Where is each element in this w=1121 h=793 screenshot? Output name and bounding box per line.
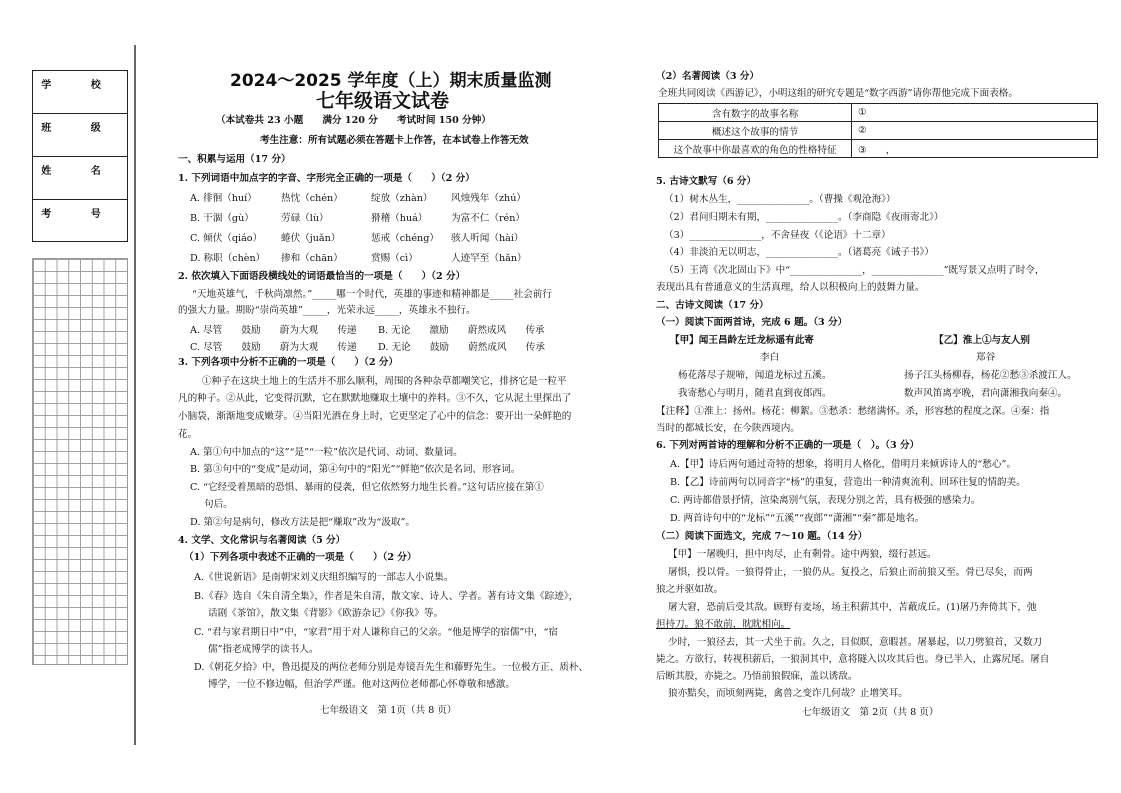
question-5: 5. 古诗文默写（6 分） (656, 176, 757, 187)
question-6: 6. 下列对两首诗的理解和分析不正确的一项是（ ）。（3 分） (656, 440, 920, 451)
table-label: 含有数字的故事名称 (659, 104, 852, 122)
q4-option-b-line-2: 话剧《茶馆》，散文集《背影》《欧游杂记》《你我》等。 (208, 608, 444, 619)
q3-option-a: A. 第①句中加点的“这”“是”“一粒”依次是代词、动词、数量词。 (190, 447, 463, 458)
q5-item-5-line-1: （5）王湾《次北固山下》中“_______________，_______________”既写景又点明了时令， (664, 265, 1045, 276)
section-2-heading: 二、古诗文阅读（17 分） (656, 300, 769, 311)
poem-notes-line-1: 【注释】①淮上：扬州。杨花：柳絮。③愁杀：愁绪满怀。杀，形容愁的程度之深。④秦：指 (656, 406, 1050, 417)
page-2-footer: 七年级语文 第 2页（共 8 页） (802, 707, 939, 718)
page-2 (656, 0, 1100, 793)
question-4-2: （2）名著阅读（3 分） (656, 71, 760, 82)
name-field[interactable]: 姓 名 (33, 157, 127, 200)
q1-option-c-2: 蜷伏（juǎn） (281, 233, 341, 244)
table-row (659, 104, 1098, 122)
q1-option-c-3: 惩戒（chéng） (371, 233, 439, 244)
section-1-heading: 一、积累与运用（17 分） (178, 154, 291, 165)
q6-option-b: B.【乙】诗前两句以同音字“杨”的重复，营造出一种清爽流利、回环往复的情韵美。 (670, 477, 1026, 488)
question-1: 1. 下列词语中加点字的字音、字形完全正确的一项是（ ）（2 分） (178, 173, 475, 184)
q3-option-c-line-2: 句后。 (204, 499, 233, 510)
q2-passage-line-1: “天地英雄气，千秋尚凛然。”_____哪一个时代，英雄的事迹和精神都是_____社会前行 (192, 289, 552, 300)
q6-option-d: D. 两首诗句中的“龙标”“五溪”“夜郎”“潇湘”“秦”都是地名。 (670, 513, 925, 524)
q4-option-a: A.《世说新语》是南朝宋刘义庆组织编写的一部志人小说集。 (194, 572, 454, 583)
school-field[interactable]: 学 校 (33, 71, 127, 114)
passage-para-5: 狼亦黠矣，而顷刻两毙，禽兽之变诈几何哉？止增笑耳。 (668, 688, 908, 699)
sub-section-1: （一）阅读下面两首诗，完成 6 题。（3 分） (656, 317, 848, 328)
passage-para-2-line-2: 狼之并驱如故。 (656, 584, 724, 595)
q5-item-4: （4）非淡泊无以明志，_______________。（诸葛亮《诫子书》） (664, 247, 934, 258)
q2-option-b: B. 无论 激励 蔚然成风 传承 (378, 325, 545, 336)
q5-item-1: （1）树木丛生，_______________。（曹操《观沧海》） (664, 194, 896, 205)
exam-number-grid[interactable] (32, 258, 128, 665)
exam-title: 2024～2025 学年度（上）期末质量监测 (230, 71, 552, 91)
passage-para-4-line-1: 少时，一狼径去，其一犬坐于前。久之，目似瞑，意暇甚。屠暴起，以刀劈狼首，又数刀 (668, 637, 1043, 648)
student-info-box (32, 70, 128, 242)
table-answer-cell[interactable]: ① (852, 104, 1098, 122)
q3-option-b: B. 第③句中的“变成”是动词，第④句中的“阳光”“鲜艳”依次是名词、形容词。 (190, 464, 521, 475)
poem-2-line-1: 扬子江头杨柳春，杨花②愁③杀渡江人。 (904, 370, 1077, 381)
q1-option-a-3: 绽放（zhàn） (371, 193, 433, 204)
q3-passage-line-3: 小脑袋，渐渐地变成嫩芽。④当阳光洒在身上时，它更坚定了心中的信念：要开出一朵鲜艳的 (178, 411, 572, 422)
q2-option-d: D. 无论 鼓励 蔚然成风 传承 (378, 342, 545, 353)
poem-1-line-2: 我寄愁心与明月，随君直到夜郎西。 (678, 388, 832, 399)
poem-2-line-2: 数声风笛离亭晚，君向潇湘我向秦④。 (904, 388, 1068, 399)
q4-option-b-line-1: B.《春》选自《朱自清全集》，作者是朱自清，散文家、诗人、学者。著有诗文集《踪迹》， (194, 591, 579, 602)
q1-option-b-4: 为富不仁（rén） (451, 213, 526, 224)
passage-para-3-line-2: 担持刀。狼不敢前，眈眈相向。 (656, 619, 791, 630)
poem-1-line-1: 杨花落尽子规啼，闻道龙标过五溪。 (678, 370, 832, 381)
exam-meta: （本试卷共 23 小题 满分 120 分 考试时间 150 分钟） (216, 115, 491, 126)
poem-2-author: 郑谷 (976, 352, 996, 363)
poem-2-title: 【乙】淮上①与友人别 (934, 335, 1030, 346)
table-row (659, 122, 1098, 140)
q1-option-d-4: 人迹罕至（hǎn） (451, 253, 527, 264)
q1-option-b-3: 猾稽（huá） (371, 213, 428, 224)
q6-option-c: C. 两诗都借景抒情，渲染离别气氛，表现分别之苦，具有极强的感染力。 (670, 495, 981, 506)
poem-1-author: 李白 (760, 352, 780, 363)
q3-option-c-line-1: C. “它经受着黑暗的恐惧、暴雨的侵袭，但它依然努力地生长着。”这句话应接在第① (190, 482, 544, 493)
page-1-footer: 七年级语文 第 1页（共 8 页） (320, 705, 457, 716)
q5-item-2: （2）君问归期未有期，_______________。（李商隐《夜雨寄北》） (664, 212, 944, 223)
q1-option-b-1: B. 干涸（gù） (190, 213, 254, 224)
table-label: 这个故事中你最喜欢的角色的性格特征 (659, 140, 852, 158)
table-row (659, 140, 1098, 158)
passage-para-4-line-3: 后断其股，亦毙之。乃悟前狼假寐，盖以诱敌。 (656, 671, 858, 682)
table-answer-cell[interactable]: ③ ， (852, 140, 1098, 158)
q1-option-a-2: 热忱（chén） (281, 193, 343, 204)
q1-option-a-4: 风烛残年（zhú） (451, 193, 526, 204)
passage-para-2-line-1: 屠惧，投以骨。一狼得骨止，一狼仍从。复投之，后狼止而前狼又至。骨已尽矣，而两 (668, 567, 1033, 578)
q1-option-d-3: 赏赐（cì） (371, 253, 418, 264)
q4-option-d-line-1: D.《朝花夕拾》中，鲁迅提及的两位老师分别是寿镜吾先生和藤野先生。一位极方正、质朴、 (194, 662, 589, 673)
q2-option-a: A. 尽管 鼓励 蔚为大观 传递 (190, 325, 357, 336)
table-answer-cell[interactable]: ② (852, 122, 1098, 140)
question-4-1: （1）下列各项中表述不正确的一项是（ ）（2 分） (184, 552, 417, 563)
exam-number-field[interactable]: 考 号 (41, 209, 119, 220)
journey-west-table (658, 103, 1098, 158)
q6-option-a: A.【甲】诗后两句通过奇特的想象，将明月人格化，借明月来倾诉诗人的“愁心”。 (670, 459, 1016, 470)
question-3: 3. 下列各项中分析不正确的一项是（ ）（2 分） (178, 357, 399, 368)
class-field[interactable]: 班 级 (33, 114, 127, 157)
q4-option-c-line-1: C. “君与家君期日中”中，“家君”用于对人谦称自己的父亲。“他是博学的宿儒”中，“宿 (194, 627, 559, 638)
q1-option-c-4: 骇人听闻（hài） (451, 233, 524, 244)
sub-section-2: （二）阅读下面选文，完成 7～10 题。（14 分） (656, 531, 868, 542)
poem-notes-line-2: 当时的都城长安，在今陕西境内。 (656, 423, 800, 434)
question-4: 4. 文学、文化常识与名著阅读（5 分） (178, 535, 346, 546)
exam-subtitle: 七年级语文试卷 (316, 90, 450, 112)
seal-line (134, 45, 136, 745)
passage-para-1: 【甲】一屠晚归，担中肉尽，止有剩骨。途中两狼，缀行甚远。 (668, 549, 937, 560)
q3-passage-line-2: 凡的种子。②从此，它变得沉默，它在默默地赚取土壤中的养料。③不久，它从泥土里探出了 (178, 393, 572, 404)
q5-item-5-line-2: 表现出具有普通意义的生活真理，给人以积极向上的鼓舞力量。 (656, 282, 925, 293)
q1-option-a-1: A. 徘徊（huí） (190, 193, 257, 204)
q1-option-b-2: 劳碌（lù） (281, 213, 329, 224)
passage-para-3-line-1: 屠大窘，恐前后受其敌。顾野有麦场，场主积薪其中，苫蔽成丘。(1)屠乃奔倚其下，弛 (668, 602, 1037, 613)
q2-passage-line-2: 的强大力量。期盼“崇尚英雄”_____，光荣永远_____，英雄永不独行。 (178, 305, 476, 316)
q4-option-d-line-2: 博学，一位不修边幅，但治学严谨。他对这两位老师都心怀尊敬和感激。 (208, 679, 515, 690)
poem-1-title: 【甲】闻王昌龄左迁龙标遥有此寄 (670, 335, 814, 346)
q1-option-c-1: C. 倾伏（qiáo） (190, 233, 263, 244)
q5-item-3: （3）_______________，不舍昼夜（《论语》十二章） (664, 230, 891, 241)
question-2: 2. 依次填入下面语段横线处的词语最恰当的一项是（ ）（2 分） (178, 271, 466, 282)
q3-option-d: D. 第②句是病句，修改方法是把“赚取”改为“汲取”。 (190, 517, 415, 528)
passage-para-4-line-2: 毙之。方欲行，转视积薪后，一狼洞其中，意将隧入以攻其后也。身已半入，止露尻尾。屠自 (656, 654, 1050, 665)
q1-option-d-2: 掺和（chān） (281, 253, 343, 264)
q1-option-d-1: D. 称职（chèn） (190, 253, 266, 264)
binding-margin (0, 0, 140, 793)
q2-option-c: C. 尽管 鼓励 蔚为大观 传递 (190, 342, 357, 353)
q4-2-prompt: 全班共同阅读《西游记》，小明这组的研究专题是“数字西游”请你帮他完成下面表格。 (658, 88, 1018, 99)
exam-notice: 考生注意：所有试题必须在答题卡上作答，在本试卷上作答无效 (260, 135, 529, 146)
page-1 (178, 0, 618, 793)
q3-passage-line-4: 花。 (178, 429, 198, 440)
table-label: 概述这个故事的情节 (659, 122, 852, 140)
q4-option-c-line-2: 儒”指老成博学的读书人。 (208, 644, 319, 655)
q3-passage-line-1: ①种子在这块土地上的生活并不那么顺利，周围的各种杂草都嘲笑它，排挤它是一粒平 (202, 376, 567, 387)
